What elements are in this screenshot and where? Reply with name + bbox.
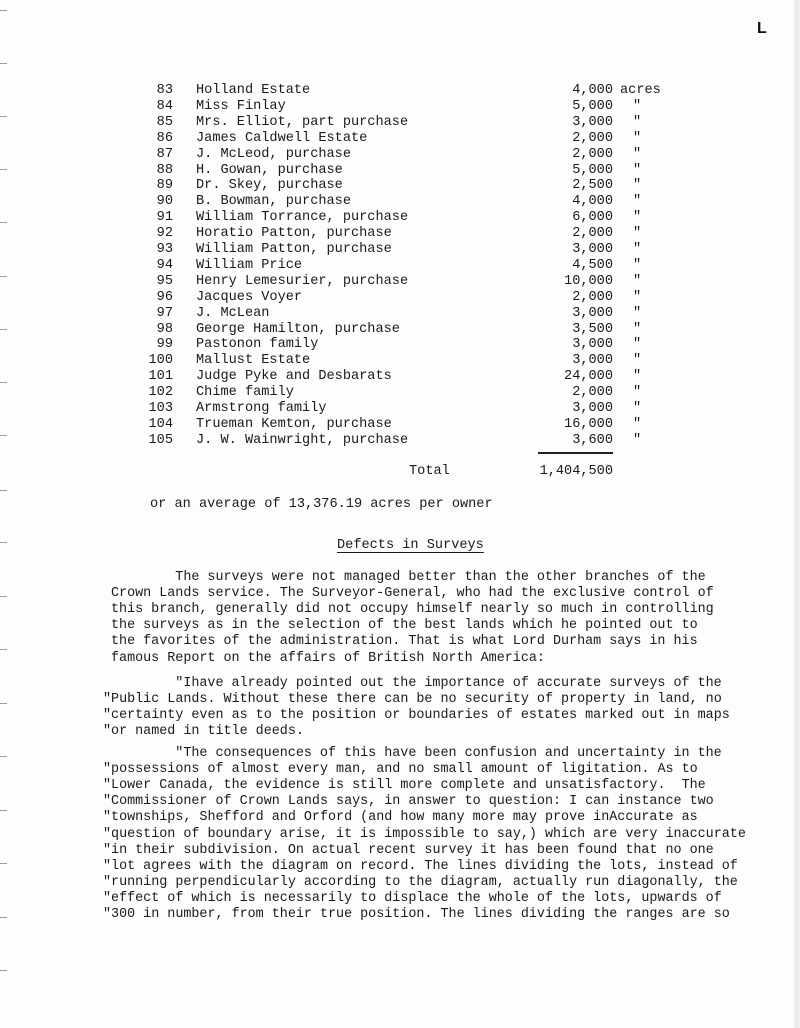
entry-number: 96 — [156, 289, 173, 305]
owner-name: B. Bowman, purchase — [196, 194, 351, 210]
acreage: 24,000 — [564, 369, 613, 385]
text-line: "The consequences of this have been confusion and uncertainty in the — [111, 746, 722, 761]
acreage: 4,500 — [572, 257, 613, 273]
text-line: The surveys were not managed better than the other branches of the — [111, 570, 706, 585]
ditto-mark: " — [633, 385, 642, 401]
edge-tick — [0, 490, 7, 491]
edge-tick — [0, 596, 7, 597]
text-line: the favorites of the administration. That is what Lord Durham says in his — [111, 634, 698, 650]
text-line: the surveys as in the selection of the best lands which he pointed out to — [111, 618, 698, 634]
entry-number: 104 — [148, 416, 173, 432]
entry-number: 99 — [156, 337, 173, 353]
ditto-mark: " — [633, 432, 642, 448]
text-line: "300 in number, from their true position. The lines dividing the ranges are so — [103, 907, 730, 922]
ditto-mark: " — [633, 321, 642, 337]
edge-tick — [0, 863, 7, 864]
entry-number: 86 — [156, 130, 173, 146]
table-row — [0, 163, 800, 179]
ditto-mark: " — [633, 289, 642, 305]
owner-name: Holland Estate — [196, 83, 311, 98]
owner-name: J. McLean — [196, 305, 270, 321]
text-line: "in their subdivision. On actual recent survey it has been found that no one — [103, 842, 714, 858]
entry-number: 93 — [156, 242, 173, 257]
text-line: "effect of which is necessarily to displace the whole of the lots, upwards of — [103, 890, 722, 906]
table-row — [0, 337, 800, 353]
owner-name: Judge Pyke and Desbarats — [196, 369, 392, 385]
acreage: 4,000 — [572, 194, 613, 210]
owner-name: Armstrong family — [196, 401, 327, 416]
acreage: 4,000 — [572, 83, 613, 98]
unit-label: acres — [620, 83, 661, 98]
edge-tick — [0, 810, 7, 811]
ditto-mark: " — [633, 305, 642, 321]
edge-tick — [0, 63, 7, 64]
ditto-mark: " — [633, 401, 642, 416]
table-row — [0, 83, 800, 99]
table-row — [0, 433, 800, 449]
edge-tick — [0, 10, 7, 11]
owner-name: Horatio Patton, purchase — [196, 226, 392, 242]
acreage: 10,000 — [564, 273, 613, 289]
acreage: 3,000 — [572, 401, 613, 416]
entry-number: 84 — [156, 98, 173, 114]
owner-name: William Price — [196, 257, 303, 273]
owner-name: Henry Lemesurier, purchase — [196, 273, 409, 289]
owner-name: Mrs. Elliot, part purchase — [196, 114, 409, 130]
acreage: 3,000 — [572, 337, 613, 353]
table-row — [0, 306, 800, 322]
owner-name: Pastonon family — [196, 337, 319, 353]
table-row — [0, 322, 800, 338]
table-row — [0, 274, 800, 290]
owner-name: Mallust Estate — [196, 353, 311, 369]
ditto-mark: " — [633, 114, 642, 130]
table-row — [0, 147, 800, 163]
acreage: 3,000 — [572, 114, 613, 130]
owner-name: George Hamilton, purchase — [196, 321, 400, 337]
ditto-mark: " — [633, 98, 642, 114]
entry-number: 103 — [148, 401, 173, 416]
table-row — [0, 115, 800, 131]
edge-tick — [0, 756, 7, 757]
page-marker: L — [757, 20, 767, 37]
owner-name: William Patton, purchase — [196, 242, 392, 257]
acreage: 3,500 — [572, 321, 613, 337]
text-line: Crown Lands service. The Surveyor-General, who had the exclusive control of — [111, 586, 714, 602]
edge-tick — [0, 917, 7, 918]
edge-tick — [0, 649, 7, 650]
table-row — [0, 194, 800, 210]
owner-name: Jacques Voyer — [196, 289, 303, 305]
ditto-mark: " — [633, 273, 642, 289]
section-heading: Defects in Surveys — [337, 538, 484, 553]
edge-tick — [0, 703, 7, 704]
ditto-mark: " — [633, 226, 642, 242]
entry-number: 95 — [156, 273, 173, 289]
text-line: "certainty even as to the position or boundaries of estates marked out in maps — [103, 708, 730, 724]
owner-name: Trueman Kemton, purchase — [196, 416, 392, 432]
owner-name: Dr. Skey, purchase — [196, 178, 343, 194]
entry-number: 98 — [156, 321, 173, 337]
entry-number: 88 — [156, 162, 173, 178]
table-row — [0, 131, 800, 147]
average-statement: or an average of 13,376.19 acres per owner — [150, 497, 493, 512]
ditto-mark: " — [633, 257, 642, 273]
text-line: this branch, generally did not occupy himself nearly so much in controlling — [111, 602, 714, 618]
acreage: 5,000 — [572, 98, 613, 114]
table-row — [0, 226, 800, 242]
entry-number: 87 — [156, 146, 173, 162]
ditto-mark: " — [633, 194, 642, 210]
text-line: "Lower Canada, the evidence is still more complete and unsatisfactory. The — [103, 778, 706, 794]
text-line: "running perpendicularly according to the diagram, actually run diagonally, the — [103, 874, 738, 890]
text-line: "possessions of almost every man, and no small amount of ligitation. As to — [103, 762, 698, 778]
owner-name: Chime family — [196, 385, 294, 401]
acreage: 2,500 — [572, 178, 613, 194]
table-row — [0, 369, 800, 385]
table-row — [0, 290, 800, 306]
owner-name: Miss Finlay — [196, 98, 286, 114]
table-row — [0, 99, 800, 115]
total-label: Total — [409, 464, 450, 479]
total-rule — [538, 452, 613, 454]
entry-number: 90 — [156, 194, 173, 210]
text-line: "question of boundary arise, it is impossible to say,) which are very inaccurate — [103, 826, 746, 842]
table-row — [0, 417, 800, 433]
acreage: 2,000 — [572, 130, 613, 146]
ditto-mark: " — [633, 337, 642, 353]
entry-number: 94 — [156, 257, 173, 273]
text-line: "or named in title deeds. — [103, 724, 304, 740]
acreage: 3,600 — [572, 432, 613, 448]
table-row — [0, 242, 800, 258]
owner-name: J. McLeod, purchase — [196, 146, 351, 162]
text-line: "townships, Shefford and Orford (and how many more may prove inAccurate as — [103, 810, 698, 826]
ditto-mark: " — [633, 353, 642, 369]
owner-name: James Caldwell Estate — [196, 130, 368, 146]
ditto-mark: " — [633, 210, 642, 226]
entry-number: 102 — [148, 385, 173, 401]
table-row — [0, 210, 800, 226]
acreage: 2,000 — [572, 146, 613, 162]
acreage: 6,000 — [572, 210, 613, 226]
owner-name: William Torrance, purchase — [196, 210, 409, 226]
text-line: "Public Lands. Without these there can be no security of property in land, no — [103, 692, 722, 708]
owner-name: J. W. Wainwright, purchase — [196, 432, 409, 448]
ditto-mark: " — [633, 130, 642, 146]
ditto-mark: " — [633, 178, 642, 194]
acreage: 3,000 — [572, 305, 613, 321]
table-row — [0, 178, 800, 194]
acreage: 5,000 — [572, 162, 613, 178]
text-line: "Commissioner of Crown Lands says, in answer to question: I can instance two — [103, 794, 714, 810]
entry-number: 85 — [156, 114, 173, 130]
ditto-mark: " — [633, 369, 642, 385]
acreage: 16,000 — [564, 416, 613, 432]
total-value: 1,404,500 — [539, 464, 613, 479]
entry-number: 101 — [148, 369, 173, 385]
text-line: "Ihave already pointed out the importance of accurate surveys of the — [111, 676, 722, 691]
edge-tick — [0, 970, 7, 971]
acreage: 3,000 — [572, 353, 613, 369]
text-line: "lot agrees with the diagram on record. The lines dividing the lots, instead of — [103, 858, 738, 874]
entry-number: 105 — [148, 432, 173, 448]
table-row — [0, 353, 800, 369]
edge-tick — [0, 542, 7, 543]
entry-number: 91 — [156, 210, 173, 226]
entry-number: 89 — [156, 178, 173, 194]
entry-number: 97 — [156, 305, 173, 321]
table-row — [0, 385, 800, 401]
ditto-mark: " — [633, 416, 642, 432]
table-row — [0, 258, 800, 274]
acreage: 3,000 — [572, 242, 613, 257]
table-row — [0, 401, 800, 417]
owner-name: H. Gowan, purchase — [196, 162, 343, 178]
ditto-mark: " — [633, 146, 642, 162]
entry-number: 83 — [156, 83, 173, 98]
ditto-mark: " — [633, 242, 642, 257]
acreage: 2,000 — [572, 385, 613, 401]
entry-number: 100 — [148, 353, 173, 369]
text-line: famous Report on the affairs of British North America: — [111, 650, 545, 666]
acreage: 2,000 — [572, 289, 613, 305]
acreage: 2,000 — [572, 226, 613, 242]
ditto-mark: " — [633, 162, 642, 178]
entry-number: 92 — [156, 226, 173, 242]
